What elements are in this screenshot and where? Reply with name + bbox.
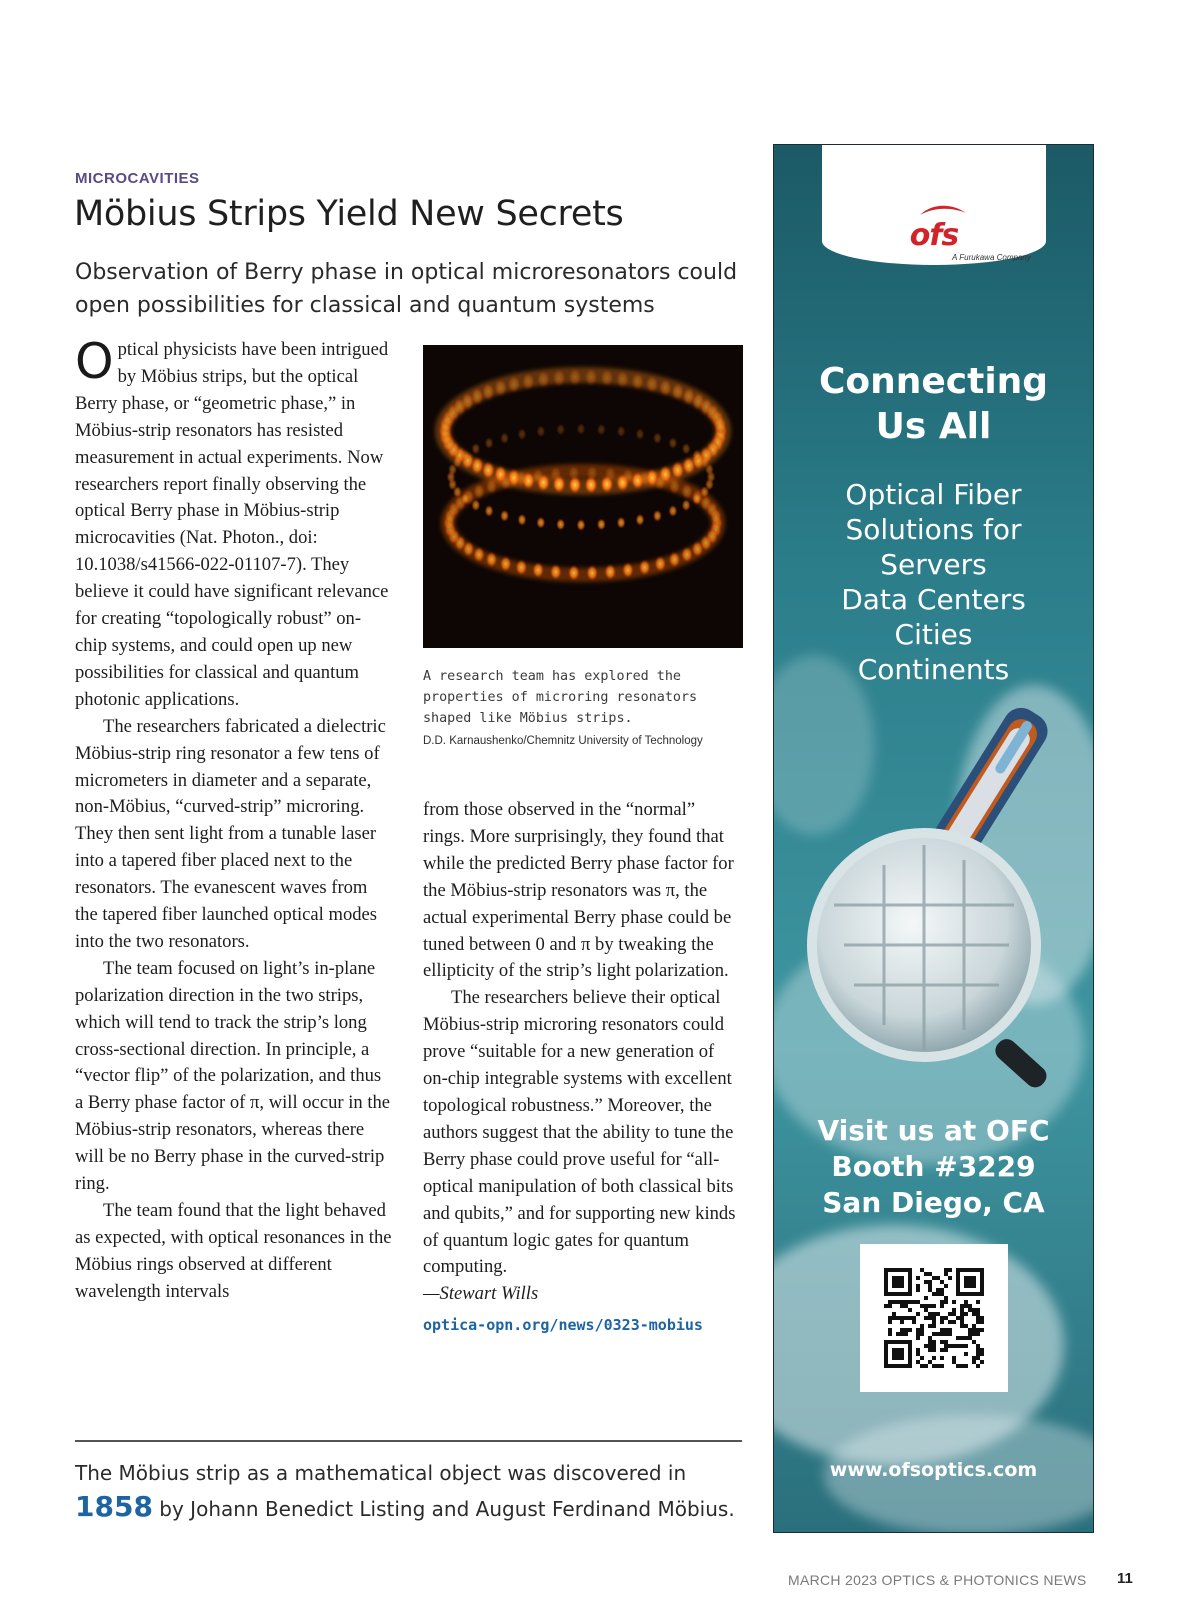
qr-code[interactable] — [860, 1244, 1008, 1392]
body-column-left — [75, 333, 393, 1306]
ofs-tagline: A Furukawa Company — [952, 253, 1031, 262]
paragraph-4-end: from those observed in the “normal” rings. More surprisingly, they found that while the predicted Berry phase factor for the Möbius-strip resonators was π, the actual experimental Berry phase could be tuned between 0 and π by tweaking the ellipticity of the strip’s light polarization. — [423, 799, 734, 982]
ad-headline: Connecting Us All — [818, 361, 1049, 447]
paragraph-1: ptical physicists have been intrigued by Möbius strips, but the optical Berry phase, or “geometric phase,” in Möbius-strip resonators has resisted measurement in actual experiments. Now researchers report finally observing the optical Berry phase in Möbius-strip microcavities (Nat. Photon., doi: 10.1038/s41566-022-01107-7). They believe it could have significant relevance for creating “topologically robust” on-chip systems, and could open up new possibilities for classical and quantum photonic applications. — [75, 339, 389, 710]
paragraph-2: The researchers fabricated a dielectric Möbius-strip ring resonator a few tens of micrometers in diameter and a separate, non-Möbius, “curved-strip” microring. They then sent light from a tunable laser into a tapered fiber placed next to the resonators. The evanescent waves from the tapered fiber launched optical modes into the two resonators. — [75, 715, 386, 952]
article-headline: Möbius Strips Yield New Secrets — [74, 194, 624, 234]
page-folio: MARCH 2023 OPTICS & PHOTONICS NEWS — [788, 1572, 1087, 1588]
ad-subheadline: Optical Fiber Solutions for Servers Data Centers Cities Continents — [841, 478, 1026, 686]
article-dek: Observation of Berry phase in optical microresonators could open possibilities for classical and quantum systems — [75, 260, 738, 318]
ofs-logo-card — [822, 145, 1046, 265]
fact-box: The Möbius strip as a mathematical object was discovered in 1858 by Johann Benedict Listing and August Ferdinand Möbius. — [75, 1461, 735, 1523]
paragraph-3: The team focused on light’s in-plane polarization direction in the two strips, which will tend to track the strip’s long cross-sectional direction. In principle, a “vector flip” of the polarization, and thus a Berry phase factor of π, will occur in the Möbius-strip resonators, whereas there will be no Berry phase in the curved-strip ring. — [75, 957, 391, 1195]
ofs-logo: ofs — [909, 218, 959, 253]
page-number: 11 — [1117, 1570, 1133, 1587]
drop-cap: O — [75, 333, 114, 390]
ofs-swoosh-icon — [918, 203, 968, 219]
ad-url[interactable]: www.ofsoptics.com — [829, 1459, 1038, 1481]
ad-booth-info: Visit us at OFC Booth #3229 San Diego, CA — [817, 1114, 1050, 1219]
divider — [75, 1440, 742, 1442]
photo-credit: D.D. Karnaushenko/Chemnitz University of Technology — [423, 735, 703, 747]
paragraph-4-start: The team found that the light behaved as expected, with optical resonances in the Möbius rings observed at different wavelength intervals — [75, 1200, 392, 1302]
mobius-ring-photo — [423, 345, 743, 648]
paragraph-5: The researchers believe their optical Möbius-strip microring resonators could prove “suitable for a new generation of on-chip integrable systems with excellent topological robustness.” Moreover, the authors suggest that the ability to tune the Berry phase could prove useful for “all-optical manipulation of both classical bits and qubits,” and for supporting new kinds of quantum logic gates for quantum computing. — [423, 987, 736, 1278]
author-signature: —Stewart Wills — [423, 1283, 539, 1305]
photo-caption: A research team has explored the properties of microring resonators shaped like Möbius strips. — [423, 669, 698, 726]
section-kicker: MICROCAVITIES — [75, 170, 200, 187]
body-column-right — [423, 797, 741, 1339]
article-link[interactable]: optica-opn.org/news/0323-mobius — [423, 1316, 703, 1335]
fact-year: 1858 — [75, 1490, 153, 1523]
ofs-advertisement[interactable] — [773, 144, 1094, 1533]
